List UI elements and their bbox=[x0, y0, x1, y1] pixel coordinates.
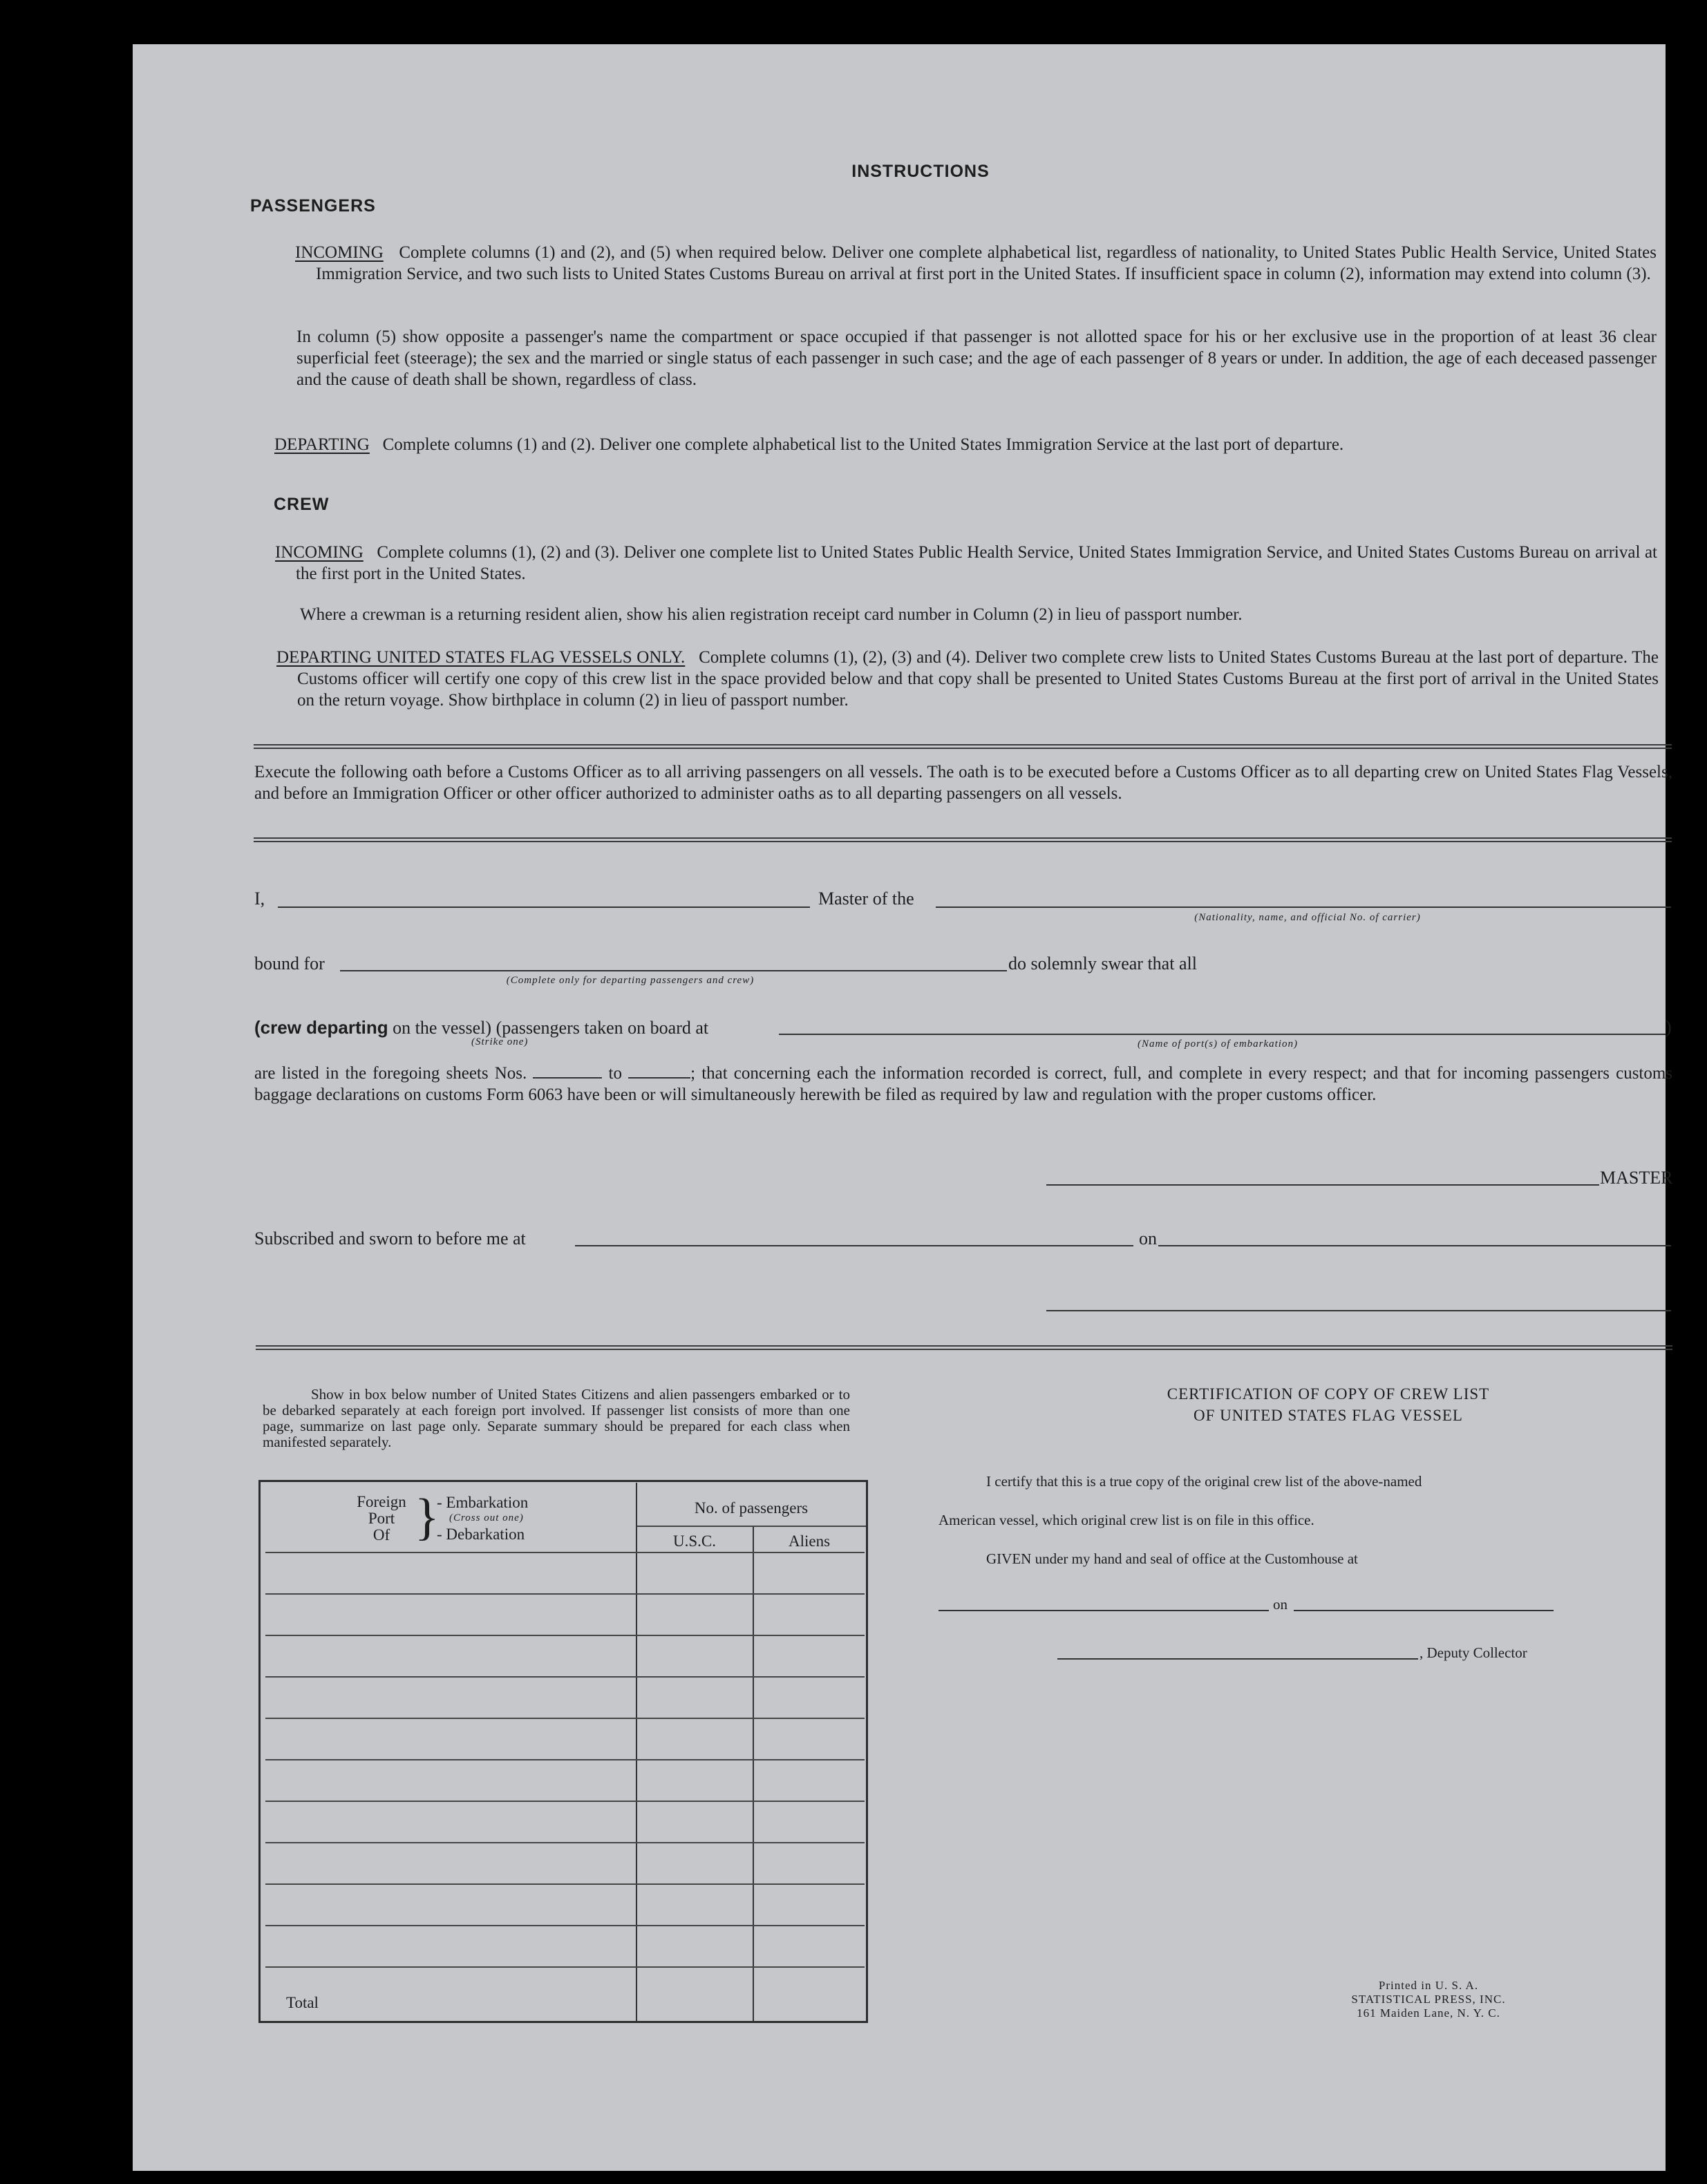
sworn-date-field[interactable] bbox=[1158, 1245, 1671, 1246]
crew-incoming-text: Complete columns (1), (2) and (3). Deliver one complete list to United States Public Health Service, United States Immigration Service, and United States Customs Bureau on arrival at the first port in the United States. bbox=[296, 543, 1657, 583]
table-row[interactable] bbox=[265, 1966, 865, 1968]
bound-for-label: bound for bbox=[254, 953, 325, 974]
passengers-incoming-paragraph bbox=[295, 242, 1657, 285]
printer-line3: 161 Maiden Lane, N. Y. C. bbox=[1357, 2006, 1500, 2020]
debarkation-option[interactable]: - Debarkation bbox=[437, 1526, 525, 1543]
crew-incoming-label: INCOMING bbox=[275, 543, 364, 562]
table-row[interactable] bbox=[265, 1718, 865, 1719]
crew-resident-paragraph: Where a crewman is a returning resident alien, show his alien registration receipt card number in Column (2) in lieu of passport number. bbox=[300, 605, 1243, 624]
certify-line2: American vessel, which original crew list is on file in this office. bbox=[939, 1512, 1314, 1528]
cert-date-field[interactable] bbox=[1294, 1610, 1554, 1611]
section-divider bbox=[256, 1345, 1672, 1350]
table-row[interactable] bbox=[265, 1883, 865, 1885]
passengers-column5-paragraph: In column (5) show opposite a passenger's name the compartment or space occupied if that passenger is not allotted space for his or her exclusive use in the proportion of at least 36 clear superficial feet (steerage); the sex and the married or single status of each passenger in such case; and the age of each passenger of 8 years or under. In addition, the age of each deceased passenger and the cause of death shall be shown, regardless of class. bbox=[296, 327, 1657, 389]
table-row[interactable] bbox=[265, 1801, 865, 1802]
deputy-signature-field[interactable] bbox=[1057, 1658, 1418, 1660]
listed-text-end: ; that concerning each the information recorded is correct, full, and complete in every respect; and that for incoming passengers customs baggage declarations on customs Form 6063 have been or will simultaneously herewith be filed as required by law and regulation with the proper customs officer. bbox=[254, 1064, 1673, 1104]
embarkation-port-field[interactable] bbox=[779, 1034, 1666, 1035]
deputy-collector-label: , Deputy Collector bbox=[1420, 1644, 1527, 1661]
table-row[interactable] bbox=[265, 1925, 865, 1926]
ports-summary-table bbox=[258, 1480, 868, 2023]
crew-departing-option[interactable]: (crew departing bbox=[254, 1017, 388, 1038]
sheet-to-field[interactable] bbox=[628, 1063, 690, 1079]
header-bottom-rule bbox=[265, 1552, 865, 1553]
certification-title-line2: OF UNITED STATES FLAG VESSEL bbox=[1194, 1407, 1463, 1424]
subscribed-label: Subscribed and sworn to before me at bbox=[254, 1228, 526, 1248]
port-label: Port bbox=[368, 1510, 395, 1527]
total-label: Total bbox=[286, 1994, 319, 2011]
listed-text-start: are listed in the foregoing sheets Nos. bbox=[254, 1064, 527, 1083]
table-row[interactable] bbox=[265, 1842, 865, 1843]
master-name-field[interactable] bbox=[278, 906, 810, 908]
passengers-departing-label: DEPARTING bbox=[274, 435, 370, 454]
table-row[interactable] bbox=[265, 1676, 865, 1678]
crew-departing-paragraph bbox=[276, 647, 1659, 711]
passengers-heading: PASSENGERS bbox=[250, 196, 376, 216]
cert-on-label: on bbox=[1273, 1596, 1288, 1613]
port-caption: (Name of port(s) of embarkation) bbox=[1138, 1038, 1298, 1050]
crew-departing-label: DEPARTING UNITED STATES FLAG VESSELS ONLY. bbox=[276, 648, 686, 667]
customhouse-field[interactable] bbox=[939, 1610, 1269, 1611]
sworn-on-label: on bbox=[1139, 1228, 1157, 1248]
no-of-passengers-header: No. of passengers bbox=[694, 1499, 809, 1517]
passengers-incoming-text: Complete columns (1) and (2), and (5) when required below. Deliver one complete alphabetical list, regardless of nationality, to United States Public Health Service, United States Immigration Service, and two such lists to United States Customs Bureau on arrival at first port in the United States. If insufficient space in column (2), information may extend into column (3). bbox=[316, 243, 1657, 283]
on-the-vessel-label: on the vessel) bbox=[393, 1018, 492, 1038]
foreign-port-of-label bbox=[340, 1494, 423, 1544]
oath-i-label: I, bbox=[254, 889, 265, 909]
officer-signature-field[interactable] bbox=[1046, 1310, 1671, 1311]
section-divider bbox=[254, 837, 1672, 842]
master-label: MASTER bbox=[1600, 1168, 1673, 1188]
column-divider bbox=[636, 1483, 637, 2022]
bound-caption: (Complete only for departing passengers and crew) bbox=[506, 975, 755, 986]
page-title: INSTRUCTIONS bbox=[851, 162, 990, 181]
carrier-caption: (Nationality, name, and official No. of carrier) bbox=[1194, 912, 1421, 923]
carrier-field[interactable] bbox=[936, 906, 1671, 908]
oath-statement bbox=[254, 1063, 1672, 1105]
table-row[interactable] bbox=[265, 1593, 865, 1595]
table-row[interactable] bbox=[265, 1635, 865, 1636]
certify-line1: I certify that this is a true copy of the original crew list of the above-named bbox=[986, 1473, 1422, 1490]
printer-line2: STATISTICAL PRESS, INC. bbox=[1351, 1993, 1506, 2006]
sworn-location-field[interactable] bbox=[575, 1245, 1133, 1246]
printer-line1: Printed in U. S. A. bbox=[1378, 1979, 1479, 1992]
listed-to: to bbox=[608, 1064, 622, 1083]
table-row[interactable] bbox=[265, 1759, 865, 1760]
crew-incoming-paragraph bbox=[275, 542, 1657, 585]
form-page bbox=[133, 44, 1673, 2171]
of-label: Of bbox=[372, 1526, 390, 1544]
passengers-departing-paragraph bbox=[274, 434, 1657, 455]
section-divider bbox=[254, 744, 1672, 749]
master-of-label: Master of the bbox=[818, 889, 914, 909]
strike-caption: (Strike one) bbox=[471, 1036, 529, 1047]
swear-label: do solemnly swear that all bbox=[1008, 953, 1197, 974]
master-signature-field[interactable] bbox=[1046, 1184, 1599, 1186]
summary-instructions: Show in box below number of United States Citizens and alien passengers embarked or to be debarked separately at each foreign port involved. If passenger list consists of more than one page, summarize on last page only. Separate summary should be prepared for each class when manifested separately. bbox=[263, 1386, 850, 1450]
cross-out-caption: (Cross out one) bbox=[449, 1512, 524, 1523]
given-line: GIVEN under my hand and seal of office at the Customhouse at bbox=[986, 1550, 1358, 1567]
printer-imprint bbox=[1308, 1979, 1549, 2020]
foreign-label: Foreign bbox=[357, 1493, 406, 1510]
oath-instructions: Execute the following oath before a Customs Officer as to all arriving passengers on all vessels. The oath is to be executed before a Customs Officer as to all departing crew on United States Flag Vessels, and before an Immigration Officer or other officer authorized to administer oaths as to all departing passengers on all vessels. bbox=[254, 763, 1672, 803]
aliens-column-header: Aliens bbox=[788, 1532, 831, 1550]
usc-column-header: U.S.C. bbox=[673, 1532, 716, 1550]
certification-title bbox=[1031, 1383, 1625, 1426]
embarkation-option[interactable]: - Embarkation bbox=[437, 1494, 529, 1511]
header-rule bbox=[636, 1526, 866, 1527]
crew-passengers-choice bbox=[254, 1017, 708, 1038]
certification-title-line1: CERTIFICATION OF COPY OF CREW LIST bbox=[1167, 1385, 1490, 1403]
passengers-incoming-label: INCOMING bbox=[295, 243, 384, 262]
column-divider bbox=[753, 1527, 754, 2022]
sheet-from-field[interactable] bbox=[533, 1063, 602, 1079]
brace-icon: } bbox=[415, 1489, 440, 1546]
crew-heading: CREW bbox=[274, 495, 330, 514]
passengers-departing-text: Complete columns (1) and (2). Deliver one complete alphabetical list to the United States Immigration Service at the last port of departure. bbox=[382, 435, 1344, 454]
bound-for-field[interactable] bbox=[340, 970, 1007, 971]
close-paren: ) bbox=[1666, 1017, 1672, 1037]
passengers-taken-option[interactable]: (passengers taken on board at bbox=[496, 1018, 709, 1038]
crew-departing-text: Complete columns (1), (2), (3) and (4). Deliver two complete crew lists to United States Customs Bureau at the last port of departure. The Customs officer will certify one copy of this crew list in the space provided below and that copy shall be presented to United States Customs Bureau at the first port of arrival in the United States on the return voyage. Show birthplace in column (2) in lieu of passport number. bbox=[297, 648, 1659, 710]
